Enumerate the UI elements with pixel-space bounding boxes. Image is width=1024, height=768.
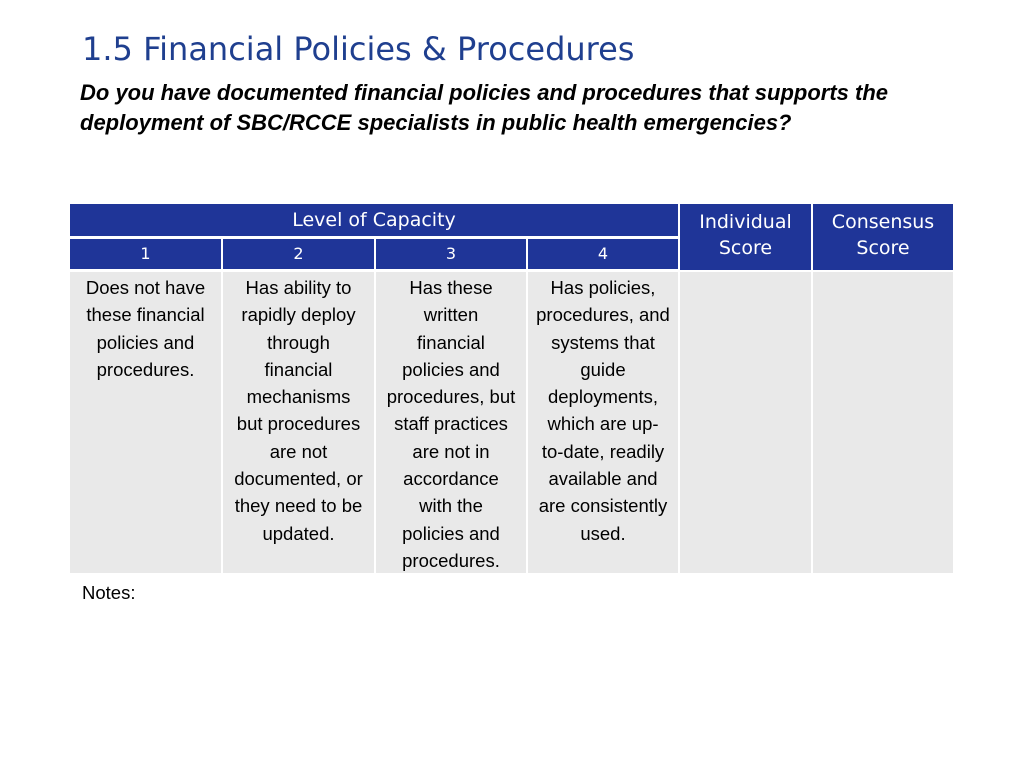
question-text: Do you have documented financial policies and procedures that supports the deployment of SBC/RCCE specialists in public health emergencies? bbox=[80, 80, 889, 135]
description-line: policies and bbox=[402, 358, 500, 380]
level-2-description bbox=[223, 272, 374, 573]
description-line: mechanisms bbox=[246, 386, 351, 408]
description-line: Has these bbox=[409, 277, 493, 298]
consensus-score-header-line2: Score bbox=[856, 237, 910, 259]
description-line: systems that bbox=[551, 331, 655, 353]
description-line: through bbox=[267, 331, 330, 353]
description-line: procedures, but bbox=[386, 386, 516, 408]
description-line: financial bbox=[417, 331, 485, 353]
individual-score-cell[interactable] bbox=[680, 272, 811, 573]
description-line: financial bbox=[264, 358, 333, 380]
description-line: are not in bbox=[412, 440, 490, 462]
level-1-header: 1 bbox=[70, 239, 221, 269]
consensus-score-header-line1: Consensus bbox=[831, 211, 935, 233]
consensus-score-cell[interactable] bbox=[813, 272, 953, 573]
description-line: deployments, bbox=[547, 386, 659, 408]
level-3-header: 3 bbox=[376, 239, 526, 269]
description-line: policies and bbox=[96, 331, 195, 353]
individual-score-header-line2: Score bbox=[718, 237, 773, 259]
description-line: are not bbox=[269, 440, 328, 462]
description-line: guide bbox=[580, 358, 626, 380]
level-of-capacity-header: Level of Capacity bbox=[70, 204, 678, 236]
description-line: which are up- bbox=[547, 413, 659, 435]
description-line: Has ability to bbox=[245, 277, 352, 298]
description-line: procedures, and bbox=[536, 304, 670, 326]
description-line: Has policies, bbox=[550, 277, 656, 298]
individual-score-header bbox=[680, 204, 811, 270]
individual-score-header-line1: Individual bbox=[699, 211, 792, 233]
description-line: they need to be bbox=[234, 495, 363, 517]
description-line: procedures. bbox=[96, 358, 195, 380]
level-3-description bbox=[376, 272, 526, 573]
level-1-description bbox=[70, 272, 221, 573]
description-line: with the bbox=[419, 495, 483, 517]
description-line: policies and bbox=[402, 522, 500, 544]
level-2-header: 2 bbox=[223, 239, 374, 269]
description-line: Does not have bbox=[85, 277, 206, 298]
description-line: accordance bbox=[403, 468, 499, 490]
page-title: 1.5 Financial Policies & Procedures bbox=[82, 30, 635, 68]
consensus-score-header bbox=[813, 204, 953, 270]
description-line: these financial bbox=[86, 304, 205, 326]
description-line: are consistently bbox=[538, 495, 668, 517]
description-line: procedures. bbox=[402, 549, 500, 571]
description-line: updated. bbox=[262, 522, 335, 544]
level-4-header: 4 bbox=[528, 239, 678, 269]
description-line: written bbox=[423, 304, 479, 326]
description-line: documented, or bbox=[234, 468, 363, 490]
description-line: rapidly deploy bbox=[241, 304, 356, 326]
description-line: available and bbox=[548, 468, 658, 490]
level-4-description bbox=[528, 272, 678, 573]
description-line: to-date, readily bbox=[541, 440, 665, 462]
description-line: but procedures bbox=[236, 413, 361, 435]
notes-label: Notes: bbox=[82, 582, 136, 603]
description-line: staff practices bbox=[394, 413, 508, 435]
description-line: used. bbox=[580, 522, 626, 544]
